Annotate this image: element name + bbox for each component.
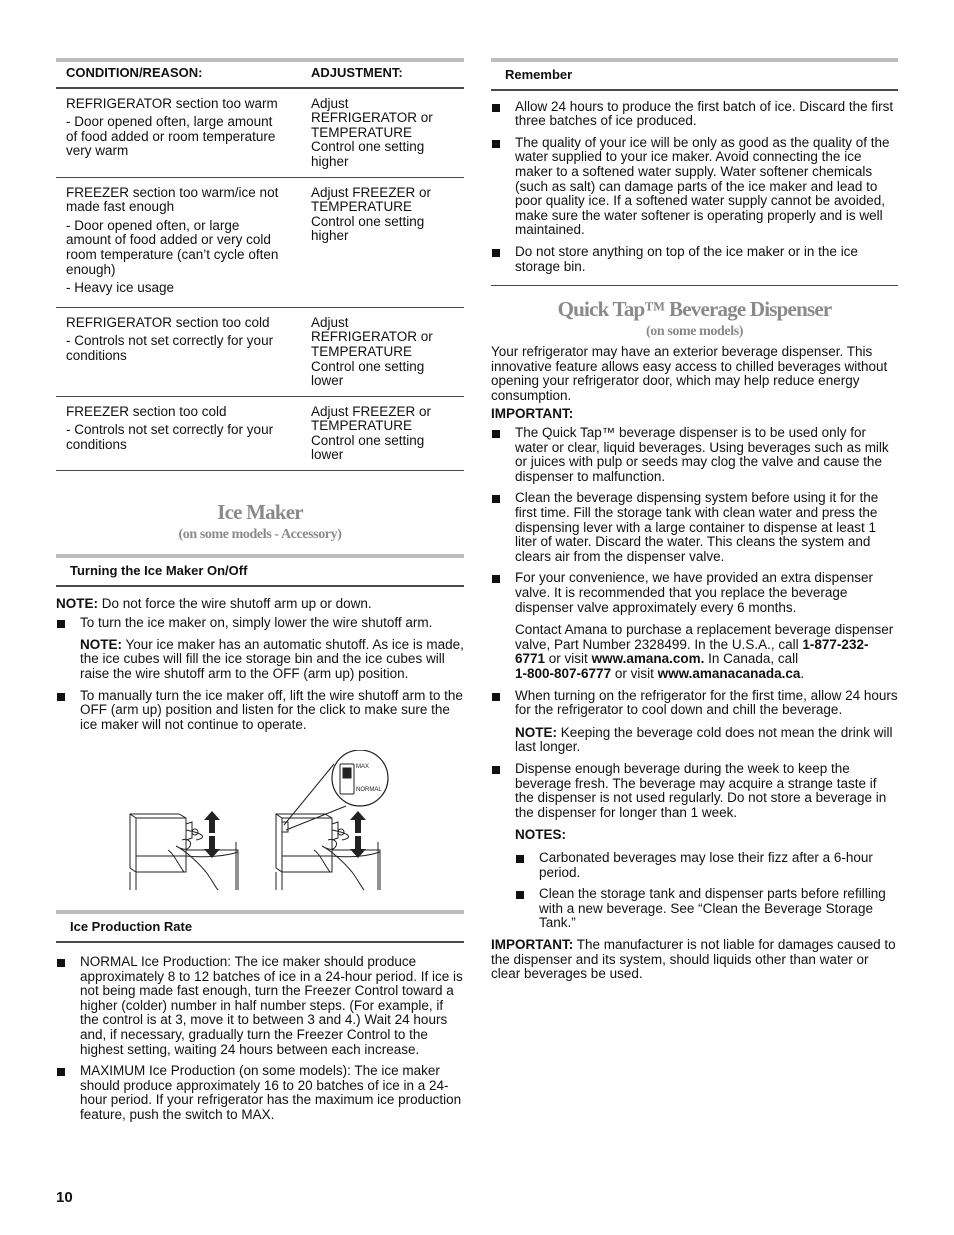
- list-item: [491, 100, 898, 129]
- list-item: [491, 245, 898, 274]
- adjustment-cell: Adjust FREEZER or TEMPERATURE Control one setting lower: [301, 396, 464, 470]
- switch-label-max: MAX: [356, 764, 370, 771]
- adjustment-cell: Adjust FREEZER or TEMPERATURE Control one setting higher: [301, 177, 464, 307]
- list-item: [491, 426, 898, 484]
- up-down-arrow-icon: [204, 811, 220, 858]
- list-item: [56, 689, 464, 733]
- table-row: [56, 307, 464, 396]
- canada-phone-number: 1-800-807-6777: [515, 666, 612, 681]
- notes-label: NOTES:: [515, 827, 567, 843]
- note-text: Do not force the wire shutoff arm up or down.: [98, 595, 372, 611]
- remember-list: [491, 100, 898, 275]
- bullet-text: To manually turn the ice maker off, lift the wire shutoff arm to the OFF (arm up) position and listen for the click to make sure the ice maker will not continue to operate.: [80, 687, 463, 732]
- list-item: [56, 955, 464, 1057]
- bullet-text: NORMAL Ice Production: The ice maker should produce approximately 8 to 12 batches of ice in a 24-hour period. If ice is not being made fast enough, turn the Freezer Control toward a higher (colder) number in half number steps. (For example, if the control is at 3, move it to between 3 and 4.) Wait 24 hours and, if necessary, gradually turn the Freezer Control to the highest setting, waiting 24 hours between each increase.: [80, 954, 463, 1057]
- reason-text: - Heavy ice usage: [66, 280, 175, 296]
- contact-text: In Canada, call: [704, 651, 799, 667]
- turning-ice-maker-heading: Turning the Ice Maker On/Off: [56, 554, 464, 587]
- bullet-text: When turning on the refrigerator for the first time, allow 24 hours for the refrigerator to cool down and chill the beverage.: [515, 687, 898, 718]
- contact-text: Contact Amana to purchase a replacement beverage dispenser valve, Part Number 2328499. In the U.S.A., call: [515, 622, 894, 652]
- condition-text: FREEZER section too cold: [66, 403, 227, 419]
- important-label: IMPORTANT:: [491, 405, 574, 421]
- remember-heading: Remember: [491, 58, 898, 91]
- switch-label-normal: NORMAL: [356, 787, 382, 794]
- ice-maker-subtitle: (on some models - Accessory): [178, 527, 342, 543]
- quick-tap-list: [491, 426, 898, 931]
- quick-tap-subtitle: (on some models): [645, 324, 744, 340]
- note-label: NOTE:: [56, 595, 98, 611]
- adjustment-cell: Adjust REFRIGERATOR or TEMPERATURE Control one setting lower: [301, 307, 464, 396]
- note-label: NOTE:: [80, 636, 122, 652]
- list-item: [515, 887, 898, 931]
- us-phone-number: 1-877-232-6771: [515, 636, 869, 667]
- ice-maker-left-drawing: [130, 814, 238, 890]
- reason-text: - Door opened often, large amount of food added or room temperature very warm: [66, 114, 276, 159]
- quick-tap-title: Quick Tap™ Beverage Dispenser: [557, 297, 832, 322]
- important-label: IMPORTANT:: [491, 936, 574, 952]
- note-text: Keeping the beverage cold does not mean the drink will last longer.: [515, 724, 893, 755]
- page-number: 10: [56, 1189, 73, 1206]
- bullet-text: Dispense enough beverage during the week to keep the beverage fresh. The beverage may acquire a strange taste if the dispenser is not used regularly. Do not store a beverage in the dispenser for longer than 1 week.: [515, 760, 887, 820]
- bullet-text: Carbonated beverages may lose their fizz after a 6-hour period.: [539, 849, 873, 880]
- condition-text: REFRIGERATOR section too warm: [66, 95, 278, 111]
- column-header-adjustment: ADJUSTMENT:: [301, 60, 464, 88]
- ice-maker-title: Ice Maker: [217, 500, 303, 525]
- troubleshooting-table: [56, 58, 464, 471]
- table-row: [56, 88, 464, 177]
- notes-list: [515, 851, 898, 931]
- list-item: [515, 851, 898, 880]
- note-text: Your ice maker has an automatic shutoff. As ice is made, the ice cubes will fill the ice storage bin and the ice cubes will raise the wire shutoff arm to the OFF (arm up) position.: [80, 636, 464, 682]
- up-down-arrow-icon: [350, 811, 366, 858]
- bullet-note: [80, 638, 464, 682]
- condition-cell: [56, 307, 301, 396]
- list-item: [491, 762, 898, 931]
- note-label: NOTE:: [515, 724, 557, 740]
- list-item: [491, 136, 898, 238]
- bullet-text: Do not store anything on top of the ice maker or in the ice storage bin.: [515, 243, 858, 274]
- bullet-text: For your convenience, we have provided an extra dispenser valve. It is recommended that you replace the beverage dispenser valve approximately every 6 months.: [515, 570, 873, 615]
- production-list: [56, 955, 464, 1123]
- bullet-text: To turn the ice maker on, simply lower the wire shutoff arm.: [80, 615, 433, 631]
- list-item: [56, 1064, 464, 1122]
- bullet-text: Clean the beverage dispensing system before using it for the first time. Fill the storage tank with clean water and press the dispensing lever with a large container to dispense at least 1 liter of water. Discard the water. This cleans the system and clears air from the dispenser valve.: [515, 490, 879, 564]
- contact-text: .: [800, 666, 805, 681]
- turning-list: [56, 616, 464, 732]
- table-row: [56, 177, 464, 307]
- ice-production-heading: Ice Production Rate: [56, 910, 464, 943]
- condition-cell: [56, 396, 301, 470]
- contact-text: or visit: [545, 651, 592, 667]
- us-website-link[interactable]: www.amana.com.: [591, 651, 705, 667]
- list-item: [491, 491, 898, 564]
- ice-maker-illustration: [56, 750, 464, 900]
- column-header-condition: CONDITION/REASON:: [56, 60, 301, 88]
- reason-text: - Door opened often, or large amount of food added or very cold room temperature (can’t cycle often enough): [66, 217, 279, 277]
- table-row: [56, 396, 464, 470]
- adjustment-cell: Adjust REFRIGERATOR or TEMPERATURE Control one setting higher: [301, 88, 464, 177]
- list-item: [491, 689, 898, 755]
- quick-tap-intro: Your refrigerator may have an exterior beverage dispenser. This innovative feature allows easy access to chilled beverages without opening your refrigerator door, which may help reduce energy consumption.: [491, 344, 888, 403]
- canada-website-link[interactable]: www.amanacanada.ca: [657, 666, 801, 681]
- bullet-text: Clean the storage tank and dispenser parts before refilling with a new beverage. See “Clean the Beverage Storage Tank.”: [539, 886, 886, 931]
- reason-text: - Controls not set correctly for your conditions: [66, 333, 274, 363]
- reason-text: - Controls not set correctly for your conditions: [66, 422, 274, 452]
- bullet-text: MAXIMUM Ice Production (on some models): The ice maker should produce approximately 16 to 20 batches of ice in a 24-hour period. If your refrigerator has the maximum ice production feature, push the switch to MAX.: [80, 1063, 462, 1122]
- condition-cell: [56, 88, 301, 177]
- final-important: [491, 938, 898, 982]
- list-item: [56, 616, 464, 681]
- bullet-text: Allow 24 hours to produce the first batch of ice. Discard the first three batches of ice produced.: [515, 98, 894, 129]
- left-column: [56, 58, 464, 1123]
- condition-cell: [56, 177, 301, 307]
- contact-paragraph: [515, 623, 898, 681]
- right-column: [491, 58, 898, 982]
- important-text: The manufacturer is not liable for damages caused to the dispenser and its system, should liquids other than water or clear beverages be used.: [491, 936, 896, 982]
- condition-text: FREEZER section too warm/ice not made fast enough: [66, 184, 279, 215]
- list-item: [491, 571, 898, 681]
- condition-text: REFRIGERATOR section too cold: [66, 314, 270, 330]
- ice-maker-right-drawing: [276, 750, 388, 890]
- ice-maker-note: [56, 597, 464, 612]
- bullet-note: [515, 726, 898, 755]
- contact-text: or visit: [611, 666, 658, 681]
- bullet-text: The quality of your ice will be only as good as the quality of the water supplied to your ice maker. Avoid connecting the ice maker to a softened water supply. Water softener chemicals (such as salt) can damage parts of the ice maker and lead to poor quality ice. If a softened water supply cannot be avoided, make sure the water softener is operating properly and is well maintained.: [515, 134, 890, 238]
- bullet-text: The Quick Tap™ beverage dispenser is to be used only for water or clear, liquid beverages. Using beverages such as milk or juices with pulp or seeds may clog the valve and cause the dispenser to malfunction.: [515, 425, 889, 484]
